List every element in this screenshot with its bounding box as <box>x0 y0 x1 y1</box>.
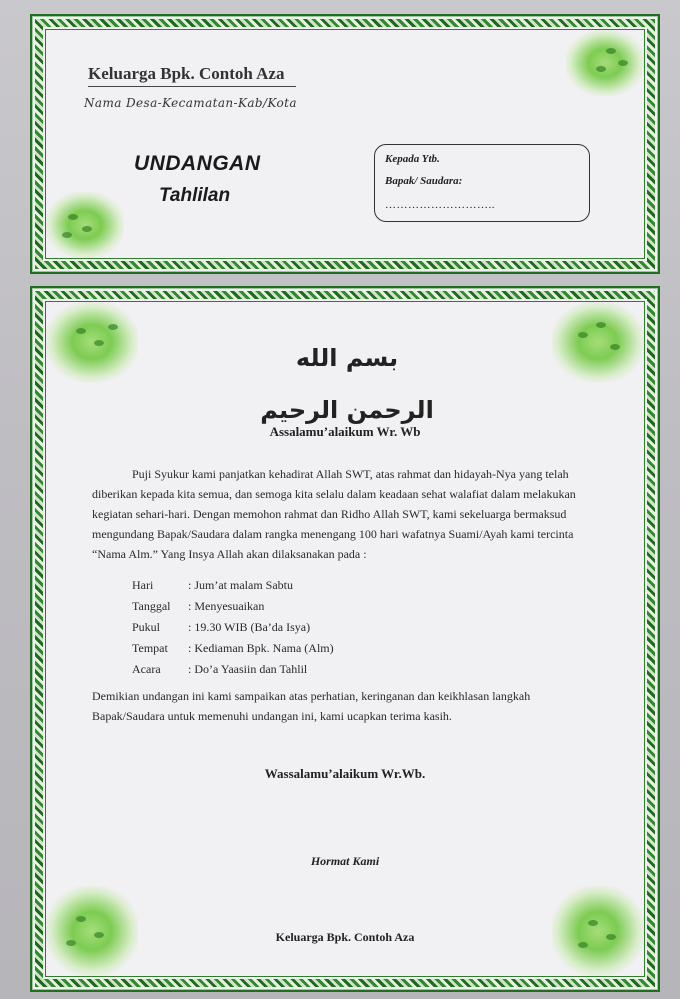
detail-label: Tanggal <box>132 599 171 613</box>
sender-address: Nama Desa-Kecamatan-Kab/Kota <box>84 96 297 110</box>
opening-paragraph <box>92 464 588 564</box>
detail-label: Hari <box>132 578 154 592</box>
closing-paragraph-text: Demikian undangan ini kami sampaikan atas perhatian, keringanan dan keikhlasan langkah Bapak/Saudara untuk memenuhi undangan ini, kami ucapkan terima kasih. <box>92 689 531 723</box>
invitation-subtitle: Tahlilan <box>159 185 231 206</box>
detail-row-tanggal <box>132 599 264 614</box>
detail-label: Tempat <box>132 641 168 655</box>
sender-family-name: Keluarga Bpk. Contoh Aza <box>88 64 296 87</box>
envelope-card <box>30 14 660 274</box>
recipient-name-label: Bapak/ Saudara: <box>385 175 463 187</box>
detail-label: Pukul <box>132 620 161 634</box>
basmalah-calligraphy: بسم الله الرحمن الرحيم <box>260 344 434 424</box>
opening-paragraph-text: Puji Syukur kami panjatkan kehadirat Allah SWT, atas rahmat dan hidayah-Nya yang telah diberikan kepada kita semua, dan semoga kita selalu dalam keadaan sehat walafiat dalam melakukan kegiatan sehari-hari. Dengan memohon rahmat dan Ridho Allah SWT, kami sekeluarga bermaksud mengundang Bapak/Saudara dalam rangka menengang 100 hari wafatnya Suami/Ayah kami tercinta “Nama Alm.” Yang Insya Allah akan dilaksanakan pada : <box>92 467 576 561</box>
floral-corner-ornament <box>566 30 644 96</box>
floral-corner-ornament <box>552 302 644 382</box>
detail-value: : Do’a Yaasiin dan Tahlil <box>188 662 308 676</box>
regards-text: Hormat Kami <box>310 854 380 868</box>
detail-value: : Menyesuaikan <box>188 599 265 613</box>
detail-value: : Kediaman Bpk. Nama (Alm) <box>188 641 334 655</box>
recipient-blank-line: ……………………….. <box>385 199 495 211</box>
recipient-label: Kepada Ytb. <box>385 153 440 165</box>
detail-value: : Jum’at malam Sabtu <box>188 578 293 592</box>
floral-corner-ornament <box>46 302 138 382</box>
detail-value: : 19.30 WIB (Ba’da Isya) <box>188 620 311 634</box>
invitation-title: UNDANGAN <box>134 152 261 175</box>
detail-row-pukul <box>132 620 310 635</box>
floral-corner-ornament <box>46 192 124 258</box>
letter-card <box>30 286 660 992</box>
detail-label: Acara <box>132 662 161 676</box>
closing-paragraph <box>92 686 588 726</box>
detail-row-tempat <box>132 641 334 656</box>
recipient-box <box>374 144 590 222</box>
detail-row-acara <box>132 662 307 677</box>
detail-row-hari <box>132 578 293 593</box>
opening-greeting: Assalamu’alaikum Wr. Wb <box>269 424 421 439</box>
signature-family-name: Keluarga Bpk. Contoh Aza <box>275 930 415 944</box>
closing-greeting: Wassalamu’alaikum Wr.Wb. <box>264 766 426 781</box>
